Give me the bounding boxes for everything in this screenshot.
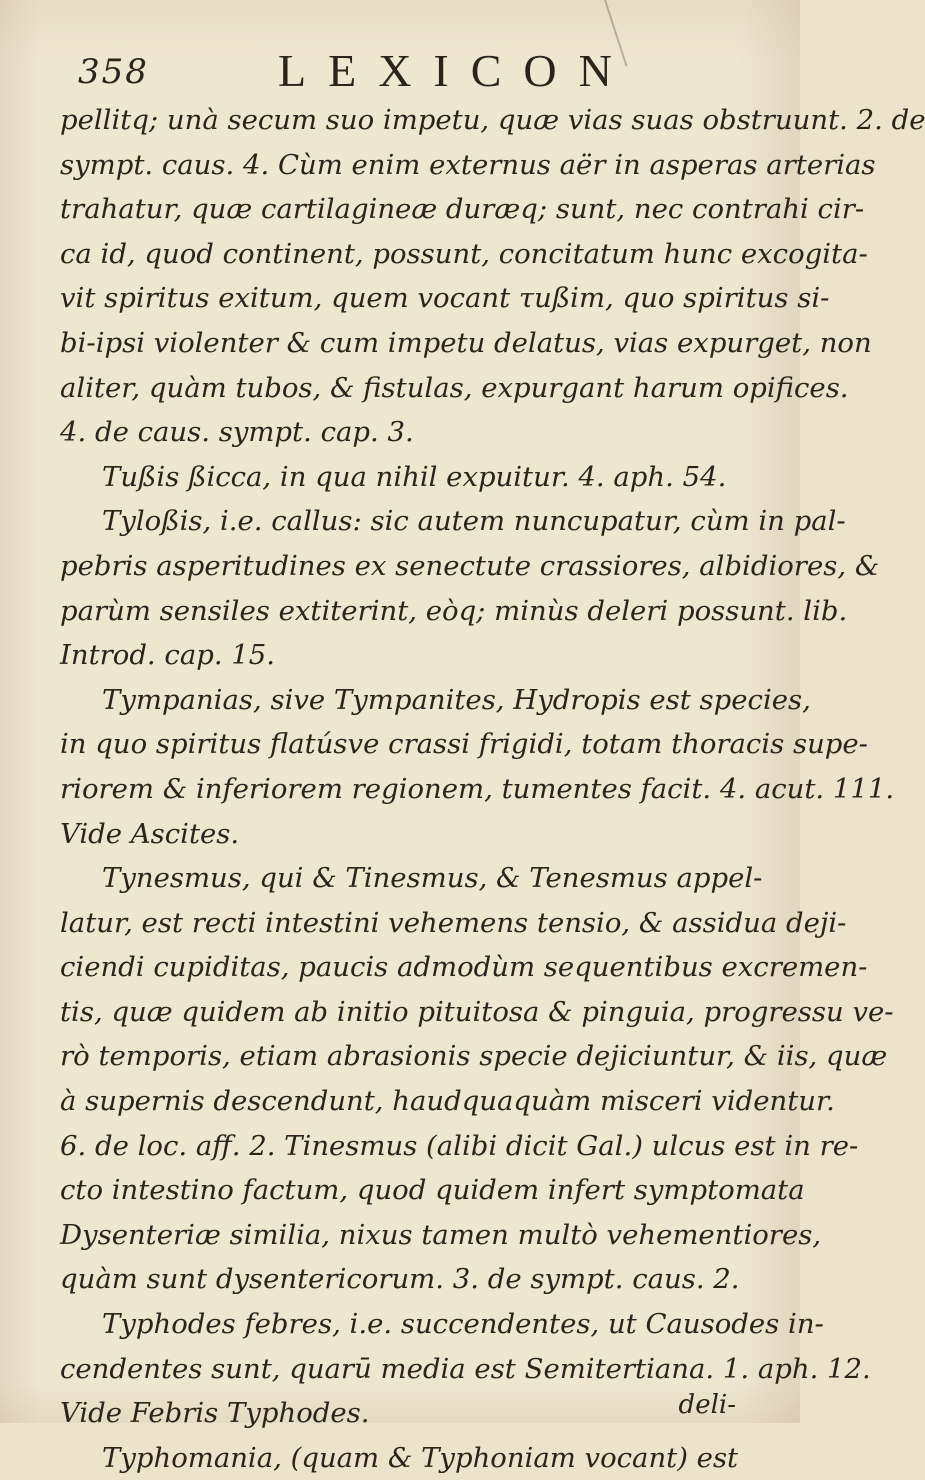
entry-tussis-sicca: Tußis ßicca, in qua nihil expuitur. 4. aph. 54. (102, 460, 727, 493)
text-line: pellitq; unà secum suo impetu, quæ vias suas obstruunt. 2. de (60, 104, 925, 136)
text-line: pebris asperitudines ex senectute crassiores, albidiores, & (60, 549, 880, 582)
text-line: vit spiritus exitum, quem vocant τußim, quo spiritus si- (60, 282, 830, 315)
running-title: LEXICON (278, 45, 634, 96)
text-line: 4. de caus. sympt. cap. 3. (60, 416, 414, 449)
text-line: latur, est recti intestini vehemens tensio, & assidua deji- (60, 906, 847, 939)
entry-typhomania: Typhomania, (quam & Typhoniam vocant) est (102, 1441, 739, 1474)
text-line: quàm sunt dysentericorum. 3. de sympt. caus. 2. (60, 1263, 740, 1296)
text-line: sympt. caus. 4. Cùm enim externus aër in asperas arterias (60, 148, 876, 181)
text-line: rò temporis, etiam abrasionis specie dejiciuntur, & iis, quæ (60, 1040, 888, 1073)
text-line: 6. de loc. aff. 2. Tinesmus (alibi dicit Gal.) ulcus est in re- (60, 1129, 859, 1162)
entry-tynesmus: Tynesmus, qui & Tinesmus, & Tenesmus appel- (102, 862, 763, 895)
lexicon-text (60, 98, 925, 1480)
text-line: cto intestino factum, quod quidem infert symptomata (60, 1174, 805, 1207)
text-line: ca id, quod continent, possunt, concitatum hunc excogita- (60, 237, 868, 270)
page-header (78, 44, 718, 96)
text-line: parùm sensiles extiterint, eòq; minùs deleri possunt. lib. (60, 594, 848, 627)
entry-typhodes: Typhodes febres, i.e. succendentes, ut Causodes in- (102, 1308, 824, 1341)
text-line: trahatur, quæ cartilagineæ duræq; sunt, nec contrahi cir- (60, 193, 865, 226)
text-line: à supernis descendunt, haudquaquàm misceri videntur. (60, 1085, 835, 1118)
page-number: 358 (78, 52, 149, 92)
catchword: deli- (678, 1390, 736, 1420)
text-line: bi-ipsi violenter & cum impetu delatus, vias expurget, non (60, 326, 872, 359)
entry-tylosis: Tyloßis, i.e. callus: sic autem nuncupatur, cùm in pal- (102, 505, 846, 538)
text-line: Vide Febris Typhodes. (60, 1397, 370, 1430)
text-line: in quo spiritus flatúsve crassi frigidi, totam thoracis supe- (60, 728, 868, 761)
text-line: aliter, quàm tubos, & fistulas, expurgant harum opifices. (60, 371, 849, 404)
text-line: cendentes sunt, quarū media est Semitertiana. 1. aph. 12. (60, 1352, 871, 1385)
text-line: tis, quæ quidem ab initio pituitosa & pinguia, progressu ve- (60, 995, 894, 1028)
text-line: Introd. cap. 15. (60, 639, 276, 672)
text-line: Vide Ascites. (60, 817, 240, 850)
entry-tympanias: Tympanias, sive Tympanites, Hydropis est species, (102, 683, 811, 716)
text-line: Dysenteriæ similia, nixus tamen multò vehementiores, (60, 1218, 822, 1251)
text-line: ciendi cupiditas, paucis admodùm sequentibus excremen- (60, 951, 868, 984)
text-line: riorem & inferiorem regionem, tumentes facit. 4. acut. 111. (60, 772, 895, 805)
